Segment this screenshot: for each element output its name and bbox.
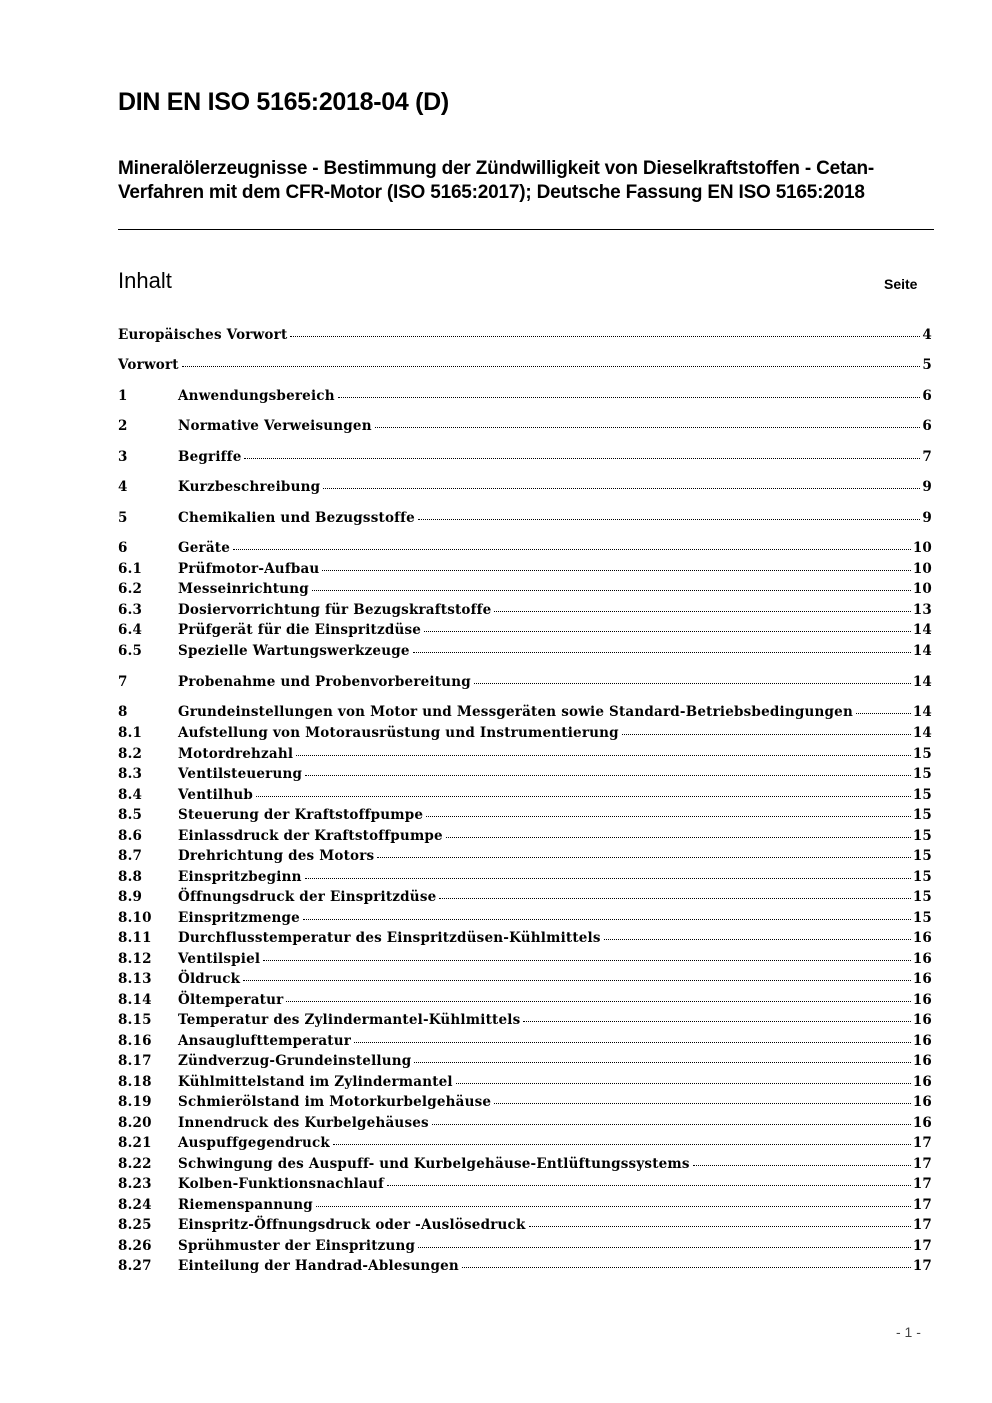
- toc-entry-number: 6.1: [118, 561, 143, 577]
- toc-entry-title: Vorwort: [118, 357, 179, 373]
- toc-entry-page: 14: [912, 643, 932, 659]
- toc-entry-title: Motordrehzahl: [178, 746, 294, 762]
- toc-entry-page: 17: [912, 1258, 932, 1274]
- toc-entry[interactable]: [118, 1196, 932, 1214]
- toc-entry-title: Drehrichtung des Motors: [178, 848, 375, 864]
- toc-entry-number: 8.3: [118, 766, 143, 782]
- toc-entry-number: 8.5: [118, 807, 143, 823]
- toc-entry-title: Ansauglufttemperatur: [178, 1033, 352, 1049]
- toc-entry-page: 17: [912, 1238, 932, 1254]
- toc-entry[interactable]: [118, 806, 932, 824]
- toc-entry-number: 8.8: [118, 869, 143, 885]
- toc-entry-leader: [290, 335, 920, 337]
- toc-entry-number: 8.15: [118, 1012, 152, 1028]
- toc-entry-page: 16: [912, 992, 932, 1008]
- toc-entry-number: 8.19: [118, 1094, 152, 1110]
- toc-entry-title: Einlassdruck der Kraftstoffpumpe: [178, 828, 443, 844]
- document-title: DIN EN ISO 5165:2018-04 (D): [118, 88, 449, 116]
- toc-entry-title: Prüfgerät für die Einspritzdüse: [178, 622, 422, 638]
- toc-entry-number: 8: [118, 704, 128, 720]
- toc-entry-title: Normative Verweisungen: [178, 418, 372, 434]
- toc-entry-page: 10: [912, 540, 932, 556]
- toc-entry-number: 5: [118, 510, 128, 526]
- toc-entry-page: 15: [912, 910, 932, 926]
- toc-entry-leader: [418, 1246, 911, 1248]
- toc-entry-leader: [233, 548, 911, 550]
- toc-entry-page: 14: [912, 674, 932, 690]
- toc-entry[interactable]: [118, 509, 932, 527]
- toc-entry-title: Begriffe: [178, 449, 242, 465]
- toc-entry-page: 15: [912, 848, 932, 864]
- toc-entry[interactable]: [118, 745, 932, 763]
- toc-entry-page: 9: [922, 479, 932, 495]
- toc-entry[interactable]: [118, 827, 932, 845]
- toc-entry-page: 15: [912, 766, 932, 782]
- toc-entry-number: 6: [118, 540, 128, 556]
- toc-entry-leader: [693, 1164, 911, 1166]
- toc-entry-number: 8.25: [118, 1217, 152, 1233]
- toc-page-column-label: Seite: [884, 276, 918, 292]
- toc-entry-number: 8.2: [118, 746, 143, 762]
- toc-entry-leader: [263, 959, 911, 961]
- toc-entry-page: 4: [922, 327, 932, 343]
- toc-entry-number: 6.5: [118, 643, 143, 659]
- toc-entry-leader: [286, 1000, 910, 1002]
- toc-entry-leader: [333, 1143, 911, 1145]
- toc-entry-leader: [456, 1082, 911, 1084]
- toc-entry-leader: [494, 1102, 911, 1104]
- toc-entry-number: 8.11: [118, 930, 152, 946]
- toc-entry-page: 15: [912, 787, 932, 803]
- toc-entry-number: 8.23: [118, 1176, 152, 1192]
- toc-entry-leader: [354, 1041, 911, 1043]
- toc-entry-page: 14: [912, 622, 932, 638]
- toc-entry-number: 8.10: [118, 910, 152, 926]
- toc-entry-title: Öltemperatur: [178, 992, 284, 1008]
- toc-entry-title: Messeinrichtung: [178, 581, 309, 597]
- toc-entry[interactable]: [118, 387, 932, 405]
- toc-entry[interactable]: [118, 1052, 932, 1070]
- toc-entry[interactable]: [118, 580, 932, 598]
- toc-entry-title: Anwendungsbereich: [178, 388, 335, 404]
- toc-entry-title: Dosiervorrichtung für Bezugskraftstoffe: [178, 602, 492, 618]
- toc-heading: Inhalt: [118, 268, 172, 293]
- toc-entry-number: 8.4: [118, 787, 143, 803]
- toc-entry[interactable]: [118, 724, 932, 742]
- toc-entry-leader: [523, 1020, 910, 1022]
- toc-entry-page: 17: [912, 1135, 932, 1151]
- toc-entry[interactable]: [118, 417, 932, 435]
- toc-entry-title: Schwingung des Auspuff- und Kurbelgehäuse-Entlüftungssystems: [178, 1156, 690, 1172]
- toc-entry[interactable]: [118, 560, 932, 578]
- toc-entry-title: Öffnungsdruck der Einspritzdüse: [178, 889, 437, 905]
- toc-entry-title: Auspuffgegendruck: [178, 1135, 330, 1151]
- toc-entry[interactable]: [118, 1257, 932, 1275]
- toc-entry-number: 7: [118, 674, 128, 690]
- toc-entry[interactable]: [118, 888, 932, 906]
- toc-entry-page: 16: [912, 951, 932, 967]
- toc-entry-number: 8.22: [118, 1156, 152, 1172]
- toc-entry-leader: [322, 569, 910, 571]
- toc-entry-title: Steuerung der Kraftstoffpumpe: [178, 807, 424, 823]
- toc-entry[interactable]: [118, 1032, 932, 1050]
- toc-entry-number: 8.27: [118, 1258, 152, 1274]
- toc-entry-title: Öldruck: [178, 971, 241, 987]
- toc-entry-page: 16: [912, 1053, 932, 1069]
- toc-entry-number: 4: [118, 479, 128, 495]
- toc-entry-title: Zündverzug-Grundeinstellung: [178, 1053, 412, 1069]
- toc-entry-title: Einspritzmenge: [178, 910, 300, 926]
- toc-entry-title: Riemenspannung: [178, 1197, 313, 1213]
- toc-entry-leader: [604, 938, 911, 940]
- toc-entry[interactable]: [118, 642, 932, 660]
- toc-entry-page: 10: [912, 561, 932, 577]
- toc-entry[interactable]: [118, 673, 932, 691]
- toc-entry-leader: [305, 877, 911, 879]
- toc-entry[interactable]: [118, 1216, 932, 1234]
- toc-entry-title: Grundeinstellungen von Motor und Messgeräten sowie Standard-Betriebsbedingungen: [178, 704, 853, 720]
- toc-entry-leader: [494, 610, 910, 612]
- toc-entry-title: Geräte: [178, 540, 231, 556]
- toc-entry-page: 16: [912, 1033, 932, 1049]
- toc-entry-title: Ventilhub: [178, 787, 254, 803]
- toc-entry[interactable]: [118, 601, 932, 619]
- toc-entry[interactable]: [118, 356, 932, 374]
- toc-entry-page: 15: [912, 889, 932, 905]
- toc-entry-page: 15: [912, 828, 932, 844]
- toc-entry-page: 16: [912, 1115, 932, 1131]
- toc-entry[interactable]: [118, 703, 932, 721]
- toc-entry[interactable]: [118, 929, 932, 947]
- page-number: - 1 -: [896, 1324, 921, 1340]
- document-subtitle: Mineralölerzeugnisse - Bestimmung der Zündwilligkeit von Dieselkraftstoffen - Cetan-Verfahren mit dem CFR-Motor (ISO 5165:2017); Deutsche Fassung EN ISO 5165:2018: [118, 158, 874, 203]
- toc-entry[interactable]: [118, 970, 932, 988]
- toc-entry[interactable]: [118, 950, 932, 968]
- toc-entry-page: 6: [922, 418, 932, 434]
- toc-entry-leader: [446, 836, 911, 838]
- toc-entry-title: Einspritz-Öffnungsdruck oder -Auslösedruck: [178, 1217, 526, 1233]
- toc-entry-leader: [426, 815, 911, 817]
- toc-entry-number: 1: [118, 388, 128, 404]
- toc-entry-number: 3: [118, 449, 128, 465]
- toc-entry-title: Europäisches Vorwort: [118, 327, 288, 343]
- toc-entry-number: 8.20: [118, 1115, 152, 1131]
- toc-entry-title: Einteilung der Handrad-Ablesungen: [178, 1258, 459, 1274]
- toc-entry-title: Kühlmittelstand im Zylindermantel: [178, 1074, 453, 1090]
- toc-entry-page: 17: [912, 1156, 932, 1172]
- toc-entry-page: 14: [912, 704, 932, 720]
- toc-entry-title: Prüfmotor-Aufbau: [178, 561, 320, 577]
- title-divider: [118, 229, 934, 230]
- toc-entry-page: 9: [922, 510, 932, 526]
- toc-entry-page: 14: [912, 725, 932, 741]
- toc-entry-leader: [474, 682, 911, 684]
- toc-entry[interactable]: [118, 909, 932, 927]
- toc-entry-number: 6.3: [118, 602, 143, 618]
- toc-entry-number: 8.18: [118, 1074, 152, 1090]
- toc-entry-leader: [305, 774, 911, 776]
- toc-entry-page: 13: [912, 602, 932, 618]
- toc-entry-leader: [375, 426, 921, 428]
- toc-entry-title: Innendruck des Kurbelgehäuses: [178, 1115, 429, 1131]
- toc-entry-number: 8.26: [118, 1238, 152, 1254]
- toc-entry-leader: [529, 1225, 911, 1227]
- toc-entry-title: Ventilsteuerung: [178, 766, 303, 782]
- toc-entry-number: 6.4: [118, 622, 143, 638]
- toc-entry[interactable]: [118, 621, 932, 639]
- toc-entry-leader: [432, 1123, 911, 1125]
- toc-entry-title: Ventilspiel: [178, 951, 261, 967]
- toc-entry-page: 16: [912, 930, 932, 946]
- toc-entry[interactable]: [118, 847, 932, 865]
- toc-entry[interactable]: [118, 448, 932, 466]
- toc-entry-number: 8.7: [118, 848, 143, 864]
- toc-entry-leader: [439, 897, 910, 899]
- toc-entry[interactable]: [118, 1073, 932, 1091]
- toc-entry-page: 17: [912, 1176, 932, 1192]
- toc-entry-leader: [296, 754, 911, 756]
- toc-entry[interactable]: [118, 868, 932, 886]
- toc-entry-leader: [303, 918, 911, 920]
- toc-entry-leader: [338, 396, 921, 398]
- toc-entry[interactable]: [118, 1114, 932, 1132]
- toc-entry[interactable]: [118, 765, 932, 783]
- toc-entry-page: 16: [912, 971, 932, 987]
- toc-entry-leader: [312, 589, 911, 591]
- toc-entry-number: 8.9: [118, 889, 143, 905]
- toc-entry[interactable]: [118, 1134, 932, 1152]
- toc-entry-number: 8.14: [118, 992, 152, 1008]
- toc-entry-page: 15: [912, 746, 932, 762]
- toc-entry-leader: [856, 712, 911, 714]
- toc-entry[interactable]: [118, 1093, 932, 1111]
- toc-entry-page: 15: [912, 807, 932, 823]
- toc-entry-number: 8.16: [118, 1033, 152, 1049]
- toc-entry[interactable]: [118, 1011, 932, 1029]
- toc-entry-leader: [418, 518, 920, 520]
- toc-entry-leader: [462, 1266, 911, 1268]
- toc-entry-title: Einspritzbeginn: [178, 869, 302, 885]
- toc-entry-leader: [323, 487, 920, 489]
- toc-entry-leader: [316, 1205, 911, 1207]
- toc-entry-leader: [387, 1184, 911, 1186]
- toc-entry-number: 2: [118, 418, 128, 434]
- toc-entry[interactable]: [118, 1175, 932, 1193]
- toc-entry-leader: [377, 856, 910, 858]
- toc-entry-title: Chemikalien und Bezugsstoffe: [178, 510, 415, 526]
- toc-entry-page: 15: [912, 869, 932, 885]
- toc-entry-leader: [414, 1061, 910, 1063]
- toc-entry-title: Temperatur des Zylindermantel-Kühlmittels: [178, 1012, 521, 1028]
- toc-entry-leader: [182, 365, 921, 367]
- toc-entry-page: 17: [912, 1197, 932, 1213]
- toc-entry-number: 8.21: [118, 1135, 152, 1151]
- toc-entry-title: Schmierölstand im Motorkurbelgehäuse: [178, 1094, 492, 1110]
- toc-entry-number: 8.1: [118, 725, 143, 741]
- toc-entry-page: 16: [912, 1012, 932, 1028]
- toc-entry-leader: [256, 795, 911, 797]
- toc-entry-number: 8.12: [118, 951, 152, 967]
- toc-entry-number: 8.13: [118, 971, 152, 987]
- toc-entry-number: 8.6: [118, 828, 143, 844]
- toc-entry-title: Durchflusstemperatur des Einspritzdüsen-Kühlmittels: [178, 930, 601, 946]
- toc-entry[interactable]: [118, 478, 932, 496]
- toc-entry-number: 8.17: [118, 1053, 152, 1069]
- toc-entry-title: Sprühmuster der Einspritzung: [178, 1238, 416, 1254]
- toc-entry-page: 5: [922, 357, 932, 373]
- toc-entry[interactable]: [118, 1155, 932, 1173]
- toc-entry[interactable]: [118, 991, 932, 1009]
- toc-entry[interactable]: [118, 326, 932, 344]
- toc-entry-number: 8.24: [118, 1197, 152, 1213]
- toc-entry-page: 7: [922, 449, 932, 465]
- toc-entry-leader: [413, 651, 911, 653]
- toc-entry-page: 17: [912, 1217, 932, 1233]
- toc-entry-leader: [424, 630, 911, 632]
- toc-entry-leader: [622, 733, 911, 735]
- toc-entry-leader: [243, 979, 911, 981]
- toc-entry[interactable]: [118, 539, 932, 557]
- toc-entry[interactable]: [118, 1237, 932, 1255]
- toc-entry-title: Kolben-Funktionsnachlauf: [178, 1176, 385, 1192]
- toc-entry-title: Kurzbeschreibung: [178, 479, 321, 495]
- toc-entry-page: 10: [912, 581, 932, 597]
- toc-entry-page: 6: [922, 388, 932, 404]
- toc-entry-leader: [244, 457, 920, 459]
- toc-entry-title: Spezielle Wartungswerkzeuge: [178, 643, 410, 659]
- toc-entry-title: Probenahme und Probenvorbereitung: [178, 674, 471, 690]
- toc-entry-page: 16: [912, 1074, 932, 1090]
- toc-entry-number: 6.2: [118, 581, 143, 597]
- toc-entry[interactable]: [118, 786, 932, 804]
- toc-entry-title: Aufstellung von Motorausrüstung und Instrumentierung: [178, 725, 619, 741]
- toc-entry-page: 16: [912, 1094, 932, 1110]
